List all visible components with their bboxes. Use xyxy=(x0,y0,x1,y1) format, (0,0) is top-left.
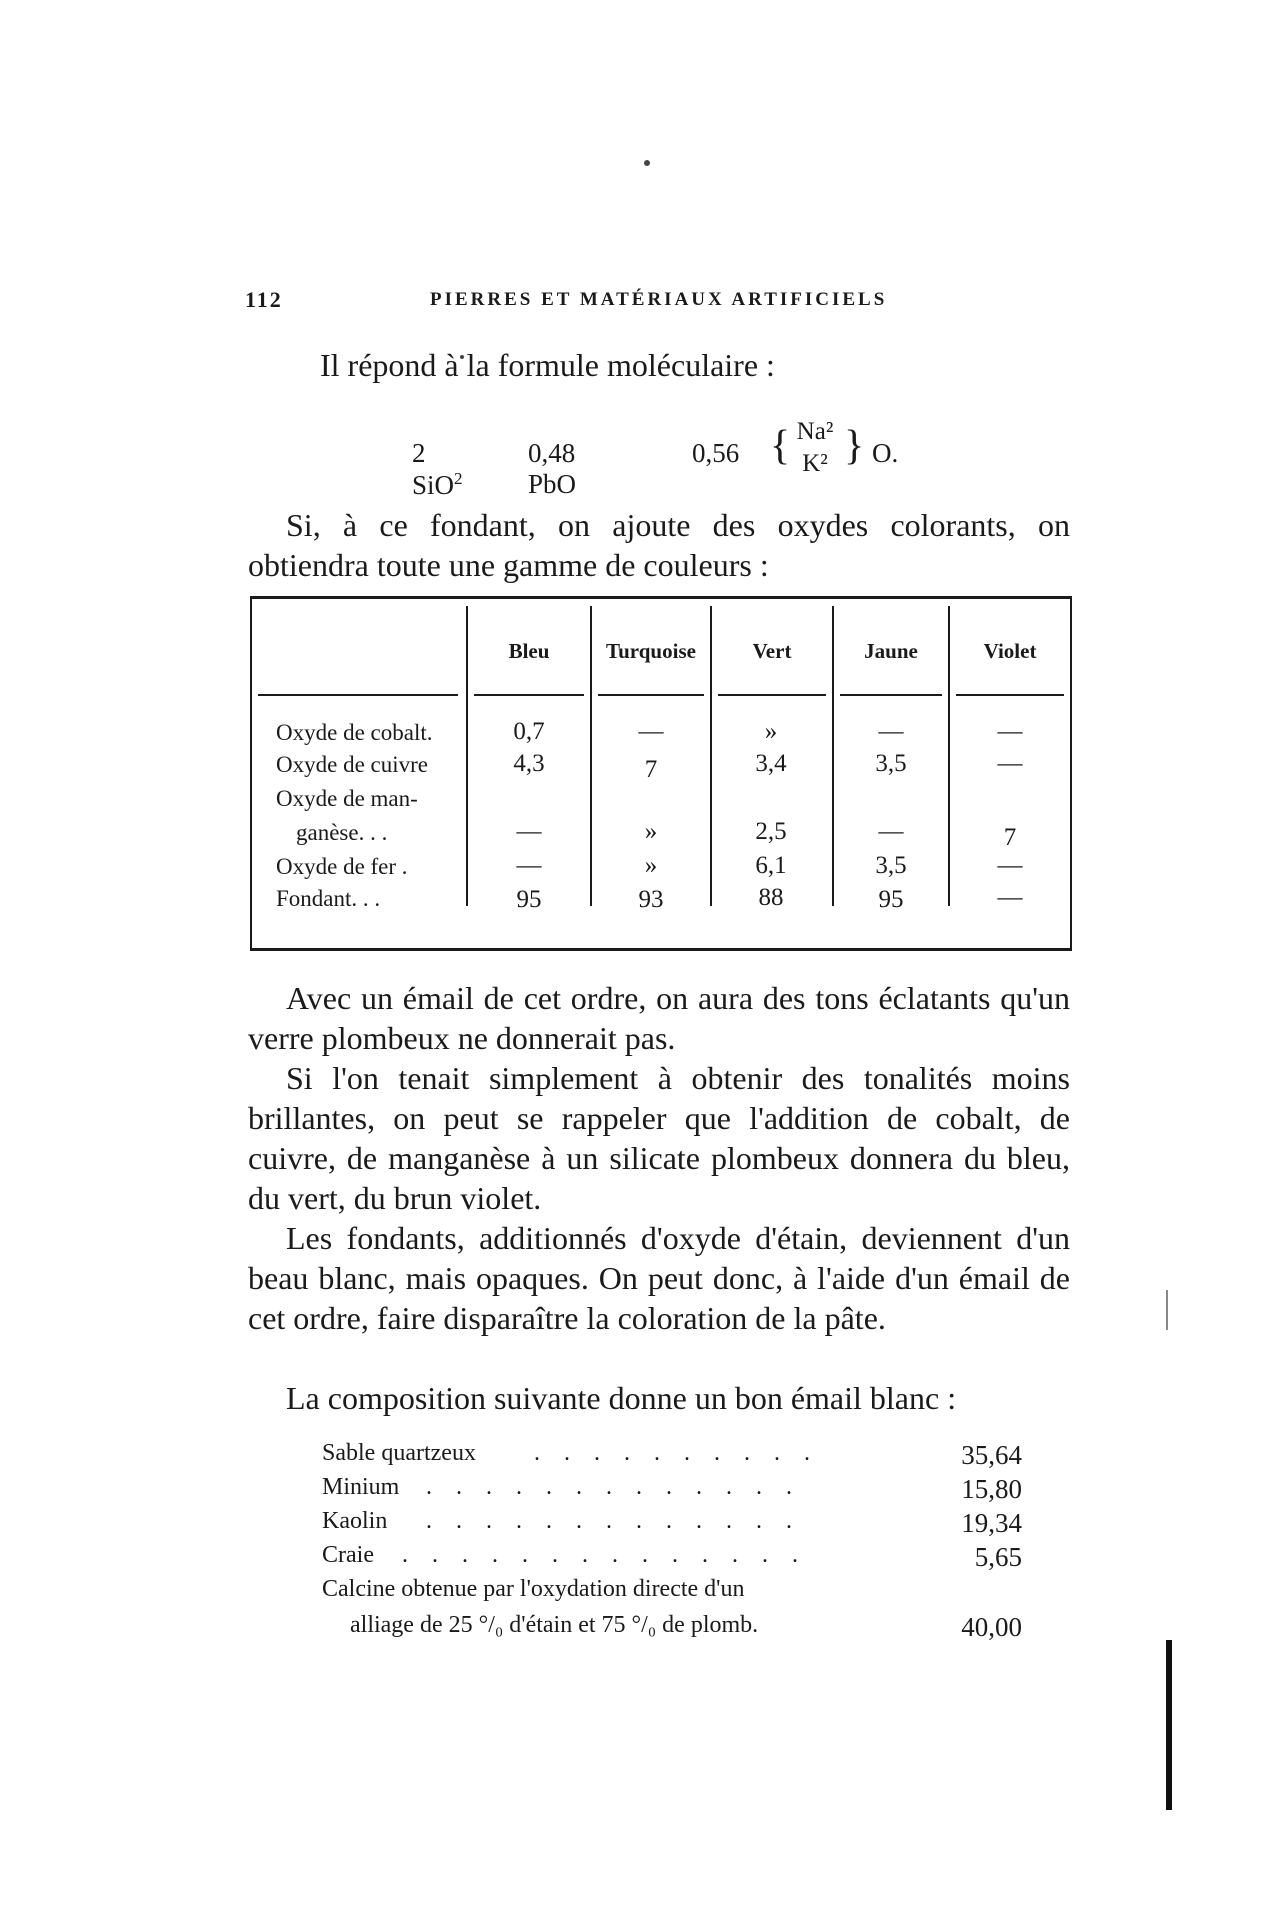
list-item xyxy=(322,1542,1022,1574)
column-header-bleu: Bleu xyxy=(508,639,550,663)
scan-margin-bar xyxy=(1166,1290,1168,1330)
recipe-value: 15,80 xyxy=(961,1474,1022,1504)
table-cell: — xyxy=(997,852,1023,879)
header-underline xyxy=(258,694,458,696)
list-item xyxy=(322,1508,1022,1540)
running-head xyxy=(245,287,1065,317)
paragraph-tonalites: Si l'on tenait simplement à obtenir des tonalités moins brillantes, on peut se rappeler que l'addition de cobalt, de cuivre, de manganèse à un silicate plombeux donnera du bleu, du vert, du brun violet. xyxy=(248,1060,1070,1216)
table-cell: 2,5 xyxy=(755,818,787,845)
scan-margin-bar xyxy=(1166,1640,1172,1810)
column-header-violet: Violet xyxy=(983,639,1037,663)
list-item xyxy=(322,1576,1022,1608)
leader-dots: . . . . . . . . . . xyxy=(534,1440,819,1466)
brace-close: } xyxy=(844,423,865,469)
formula-pbo: 0,48 PbO xyxy=(528,438,577,499)
table-cell: 88 xyxy=(758,884,784,911)
recipe-label: Minium xyxy=(322,1474,400,1500)
column-header-jaune: Jaune xyxy=(864,639,918,663)
formula-k2: K² xyxy=(802,450,828,477)
intro-line: Il répond à la formule moléculaire : xyxy=(320,347,775,383)
header-underline xyxy=(598,694,704,696)
list-item xyxy=(322,1474,1022,1506)
table-cell: — xyxy=(997,750,1023,777)
leader-dots: . . . . . . . . . . . . . xyxy=(426,1474,801,1500)
table-cell: 7 xyxy=(644,756,658,783)
row-label: Oxyde de cobalt. xyxy=(276,720,433,745)
recipe-value: 19,34 xyxy=(961,1508,1022,1538)
table-cell: 95 xyxy=(516,886,542,913)
table-cell: — xyxy=(997,884,1023,911)
table-cell: — xyxy=(638,718,664,745)
table-cell: » xyxy=(644,818,658,845)
recipe-value: 5,65 xyxy=(974,1542,1022,1572)
list-item xyxy=(322,1612,1022,1644)
formula-coef: 0,56 xyxy=(692,438,740,468)
recipe-value: 40,00 xyxy=(961,1612,1022,1642)
recipe-value: 35,64 xyxy=(961,1440,1022,1470)
color-table xyxy=(250,596,1072,956)
row-label: Fondant. . . xyxy=(276,886,381,911)
header-underline xyxy=(956,694,1064,696)
table-cell: 93 xyxy=(638,886,664,913)
table-cell: — xyxy=(878,718,904,745)
leader-dots: . . . . . . . . . . . . . . xyxy=(402,1542,807,1568)
formula-oxygen: O. xyxy=(872,438,899,468)
table-cell: 3,5 xyxy=(875,750,907,777)
table-cell: — xyxy=(516,852,542,879)
header-underline xyxy=(474,694,584,696)
table-cell: 3,5 xyxy=(875,852,907,879)
table-top-rule xyxy=(250,596,1072,599)
row-label: Oxyde de man- xyxy=(276,786,418,811)
list-item xyxy=(322,1440,1022,1472)
table-cell: — xyxy=(997,718,1023,745)
row-label: Oxyde de cuivre xyxy=(276,752,428,777)
table-cell: » xyxy=(764,718,778,745)
formula-sio2: 2 SiO$^2$ xyxy=(412,438,463,500)
table-left-rule xyxy=(250,596,252,951)
row-label: ganèse. . . xyxy=(296,820,388,845)
table-cell: — xyxy=(878,818,904,845)
table-bottom-rule xyxy=(250,948,1072,951)
leader-dots: . . . . . . . . . . . . . xyxy=(426,1508,801,1534)
formula-na2: Na² xyxy=(796,418,834,445)
ink-speck xyxy=(644,160,650,166)
recipe-label: Kaolin xyxy=(322,1508,388,1534)
recipe-label: Sable quartzeux xyxy=(322,1440,476,1466)
table-cell: 7 xyxy=(1003,824,1017,851)
table-cell: 0,7 xyxy=(513,718,545,745)
header-underline xyxy=(718,694,826,696)
paragraph-composition: La composition suivante donne un bon émail blanc : xyxy=(286,1380,957,1416)
table-cell: » xyxy=(644,852,658,879)
recipe-label: Calcine obtenue par l'oxydation directe d'un xyxy=(322,1576,745,1602)
paragraph-email-tons: Avec un émail de cet ordre, on aura des tons éclatants qu'un verre plombeux ne donnerait pas. xyxy=(248,980,1070,1056)
brace-open: { xyxy=(770,423,791,469)
page-number: 112 xyxy=(245,287,283,312)
table-cell: 6,1 xyxy=(755,852,787,879)
table-cell: 3,4 xyxy=(755,750,787,777)
running-title: PIERRES ET MATÉRIAUX ARTIFICIELS xyxy=(430,289,888,310)
header-underline xyxy=(840,694,942,696)
column-header-vert: Vert xyxy=(752,639,792,663)
table-cell: 95 xyxy=(878,886,904,913)
paragraph-fondants: Les fondants, additionnés d'oxyde d'étain, deviennent d'un beau blanc, mais opaques. On peut donc, à l'aide d'un émail de cet ordre, faire disparaître la coloration de la pâte. xyxy=(248,1220,1070,1336)
row-label: Oxyde de fer . xyxy=(276,854,408,879)
recipe-label: Craie xyxy=(322,1542,374,1568)
recipe-label: alliage de 25 °/₀ d'étain et 75 °/₀ de plomb. xyxy=(350,1612,759,1638)
table-right-rule xyxy=(1070,596,1072,951)
column-header-turquoise: Turquoise xyxy=(606,639,696,663)
paragraph-colorants: Si, à ce fondant, on ajoute des oxydes colorants, on obtiendra toute une gamme de couleurs : xyxy=(248,507,1070,583)
table-cell: — xyxy=(516,818,542,845)
table-cell: 4,3 xyxy=(513,750,545,777)
